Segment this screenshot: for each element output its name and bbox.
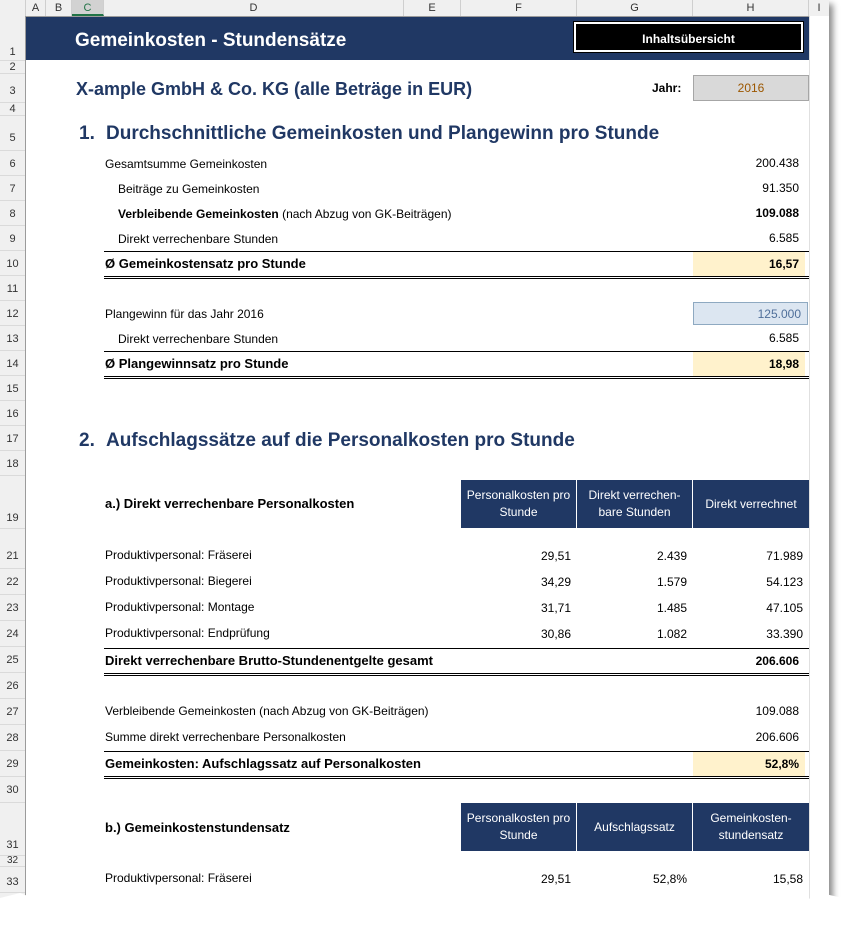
- row-header[interactable]: 27: [0, 699, 25, 725]
- row-label-rest: (nach Abzug von GK-Beiträgen): [278, 207, 452, 221]
- divider: [104, 776, 809, 779]
- table-cell[interactable]: 34,29: [540, 575, 571, 589]
- row-header[interactable]: 7: [0, 176, 25, 201]
- row-header[interactable]: 16: [0, 401, 25, 426]
- table-cell[interactable]: 1.485: [656, 601, 687, 615]
- subsection-b-title: b.) Gemeinkostenstundensatz: [105, 820, 290, 835]
- subsection-a-title: a.) Direkt verrechenbare Personalkosten: [105, 496, 355, 511]
- value-input[interactable]: 125.000: [693, 302, 808, 325]
- table-cell[interactable]: 29,51: [540, 872, 571, 886]
- row-header[interactable]: 1: [0, 16, 25, 61]
- year-input[interactable]: 2016: [693, 75, 809, 101]
- value-cell[interactable]: 16,57: [693, 252, 805, 276]
- row-header[interactable]: 23: [0, 595, 25, 621]
- select-all-corner[interactable]: [0, 0, 26, 16]
- row-header[interactable]: 2: [0, 61, 25, 74]
- table-row-label: Produktivpersonal: Endprüfung: [105, 626, 270, 640]
- col-header-i[interactable]: I: [817, 2, 821, 14]
- row-header[interactable]: 14: [0, 351, 25, 376]
- col-header-c[interactable]: C: [72, 0, 104, 16]
- value-cell[interactable]: 109.088: [755, 704, 799, 718]
- value-cell[interactable]: 6.585: [768, 231, 799, 245]
- table-row-label: Produktivpersonal: Fräserei: [105, 871, 252, 885]
- table-cell[interactable]: 15,58: [772, 872, 803, 886]
- col-header-g[interactable]: G: [577, 0, 693, 16]
- table-cell[interactable]: 29,51: [540, 549, 571, 563]
- row-header[interactable]: 24: [0, 621, 25, 647]
- row-header[interactable]: 13: [0, 326, 25, 351]
- divider: [104, 276, 809, 279]
- table-cell[interactable]: 1.082: [656, 627, 687, 641]
- row-label: Plangewinn für das Jahr 2016: [105, 307, 264, 321]
- value-cell[interactable]: 200.438: [755, 156, 799, 170]
- row-label-bold: Verbleibende Gemeinkosten: [118, 207, 279, 221]
- row-header[interactable]: 5: [0, 116, 25, 151]
- row-label: Ø Gemeinkostensatz pro Stunde: [105, 256, 306, 271]
- row-header[interactable]: 15: [0, 376, 25, 401]
- row-label: Summe direkt verrechenbare Personalkosten: [105, 730, 346, 744]
- sum-label: Direkt verrechenbare Brutto-Stundenentgelte gesamt: [105, 653, 433, 668]
- table-cell[interactable]: 2.439: [656, 549, 687, 563]
- row-label: Beiträge zu Gemeinkosten: [118, 182, 260, 196]
- row-header[interactable]: 32: [0, 856, 25, 867]
- row-header[interactable]: 18: [0, 451, 25, 476]
- row-label: Direkt verrechenbare Stunden: [118, 332, 279, 346]
- row-headers: [0, 16, 26, 905]
- table-row-label: Produktivpersonal: Montage: [105, 600, 255, 614]
- divider: [104, 673, 809, 676]
- table-cell[interactable]: 33.390: [766, 627, 803, 641]
- row-header[interactable]: 26: [0, 673, 25, 699]
- row-label: Direkt verrechenbare Stunden: [118, 232, 279, 246]
- section1-title: Durchschnittliche Gemeinkosten und Plangewinn pro Stunde: [106, 123, 660, 144]
- col-header-b[interactable]: B: [46, 0, 72, 16]
- year-label: Jahr:: [652, 81, 682, 95]
- row-label: [118, 207, 452, 221]
- table-cell[interactable]: 54.123: [766, 575, 803, 589]
- table-row-label: Produktivpersonal: Fräserei: [105, 548, 252, 562]
- table-b-header-cost: Personalkosten pro Stunde: [461, 803, 577, 851]
- col-header-h[interactable]: H: [693, 0, 809, 16]
- table-cell[interactable]: 1.579: [656, 575, 687, 589]
- row-header[interactable]: 33: [0, 867, 25, 893]
- row-label: Verbleibende Gemeinkosten (nach Abzug von GK-Beiträgen): [105, 704, 429, 718]
- value-cell[interactable]: 109.088: [755, 206, 799, 220]
- row-header[interactable]: 21: [0, 543, 25, 569]
- row-header[interactable]: 9: [0, 226, 25, 251]
- value-cell[interactable]: 18,98: [693, 352, 805, 376]
- table-a-header-cost: Personalkosten pro Stunde: [461, 480, 577, 528]
- toc-button[interactable]: Inhaltsübersicht: [574, 22, 803, 52]
- row-header[interactable]: 12: [0, 301, 25, 326]
- company-title: X-ample GmbH & Co. KG (alle Beträge in EUR): [76, 79, 473, 99]
- col-header-e[interactable]: E: [404, 0, 461, 16]
- page-title: Gemeinkosten - Stundensätze: [75, 30, 347, 51]
- row-header[interactable]: 11: [0, 276, 25, 301]
- col-header-a[interactable]: A: [26, 0, 46, 16]
- col-header-f[interactable]: F: [461, 0, 577, 16]
- sum-value[interactable]: 206.606: [755, 654, 799, 668]
- row-header[interactable]: 31: [0, 803, 25, 856]
- value-cell[interactable]: 206.606: [755, 730, 799, 744]
- table-cell[interactable]: 71.989: [766, 549, 803, 563]
- table-cell[interactable]: 31,71: [540, 601, 571, 615]
- row-header[interactable]: 25: [0, 647, 25, 673]
- row-label: Gemeinkosten: Aufschlagssatz auf Personalkosten: [105, 756, 421, 771]
- row-header[interactable]: 10: [0, 251, 25, 276]
- table-cell[interactable]: 30,86: [540, 627, 571, 641]
- row-header[interactable]: 22: [0, 569, 25, 595]
- table-row-label: Produktivpersonal: Biegerei: [105, 574, 252, 588]
- col-header-d[interactable]: D: [104, 0, 404, 16]
- value-cell[interactable]: 91.350: [762, 181, 799, 195]
- row-label: Gesamtsumme Gemeinkosten: [105, 157, 268, 171]
- row-header[interactable]: 17: [0, 426, 25, 451]
- divider: [104, 376, 809, 379]
- table-cell[interactable]: 47.105: [766, 601, 803, 615]
- row-header[interactable]: 19: [0, 476, 25, 529]
- row-header[interactable]: 8: [0, 201, 25, 226]
- value-cell[interactable]: 6.585: [768, 331, 799, 345]
- row-header[interactable]: 28: [0, 725, 25, 751]
- row-header[interactable]: 30: [0, 777, 25, 803]
- section1-number: 1.: [79, 123, 95, 144]
- row-header[interactable]: 6: [0, 151, 25, 176]
- torn-edge: [0, 890, 843, 933]
- column-i-area: [809, 16, 829, 905]
- table-a-header-hours: Direkt verrechen-bare Stunden: [577, 480, 693, 528]
- table-b-header-total: Gemeinkosten-stundensatz: [693, 803, 809, 851]
- section2-number: 2.: [79, 430, 95, 451]
- column-headers: [0, 0, 829, 17]
- row-label: Ø Plangewinnsatz pro Stunde: [105, 356, 289, 371]
- row-header[interactable]: 3: [0, 74, 25, 103]
- row-header[interactable]: 4: [0, 103, 25, 116]
- table-b-header-rate: Aufschlagssatz: [577, 803, 693, 851]
- section2-title: Aufschlagssätze auf die Personalkosten pro Stunde: [106, 430, 575, 451]
- table-a-header-total: Direkt verrechnet: [693, 480, 809, 528]
- table-cell[interactable]: 52,8%: [652, 872, 687, 886]
- value-cell[interactable]: 52,8%: [693, 752, 805, 776]
- row-header[interactable]: 29: [0, 751, 25, 777]
